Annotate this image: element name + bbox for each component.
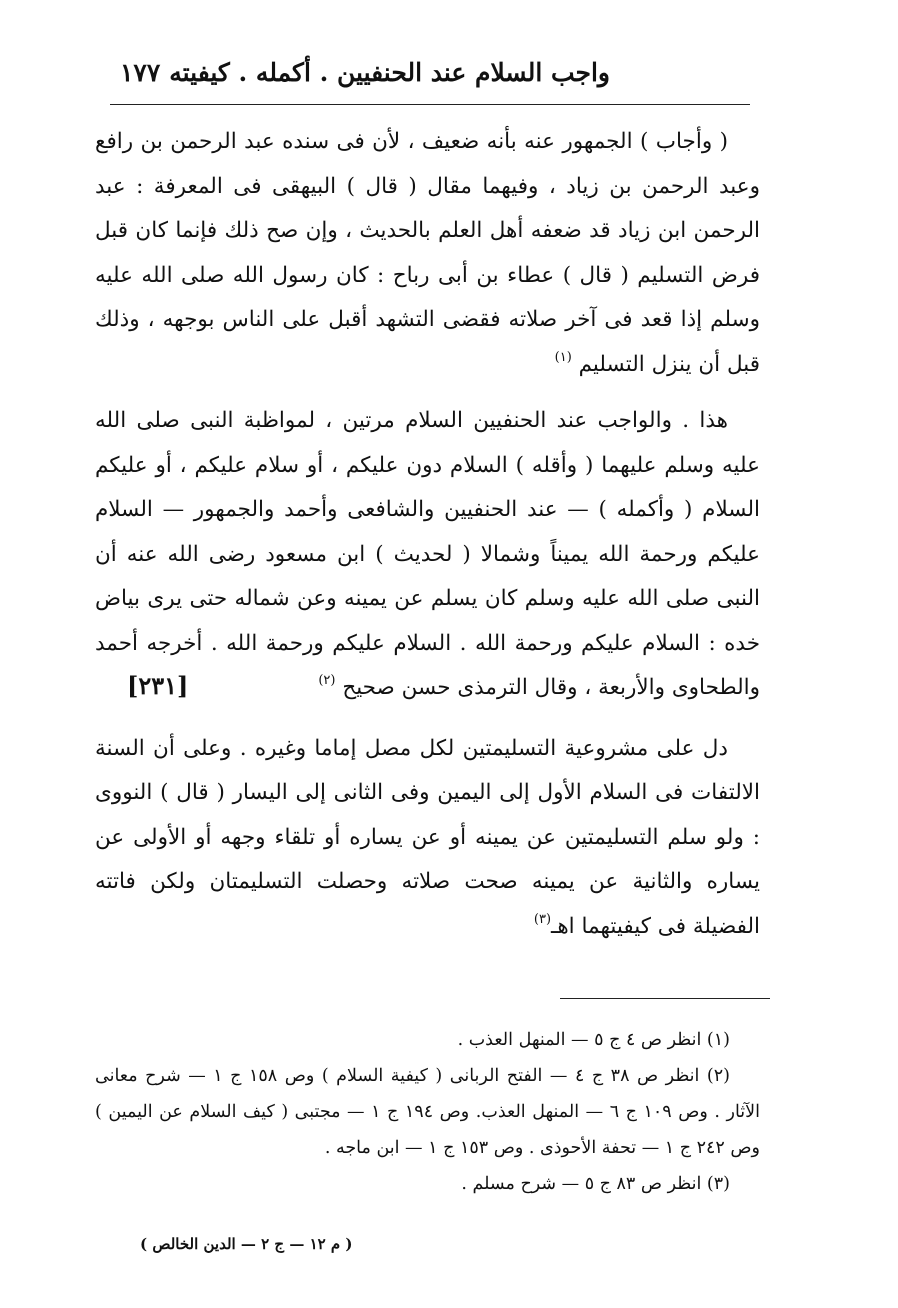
- footnotes: [95, 1022, 760, 1202]
- footnote-1: (١) انظر ص ٤ ج ٥ — المنهل العذب .: [457, 1030, 730, 1050]
- header-rule: [110, 104, 750, 105]
- footnote-marker-2: (٢): [318, 673, 336, 688]
- footnote-3: (٣) انظر ص ٨٣ ج ٥ — شرح مسلم .: [461, 1174, 730, 1194]
- paragraph-2: [95, 399, 760, 711]
- paragraph-3: [95, 727, 760, 950]
- paragraph-1: [95, 120, 760, 387]
- footnote-2: (٢) انظر ص ٣٨ ج ٤ — الفتح الربانى ( كيفية السلام ) وص ١٥٨ ج ١ — شرح معانى الآثار . وص ١٠٩ ج ٦ — المنهل العذب. وص ١٩٤ ج ١ — مجتبى ( كيف السلام عن اليمين ) وص ٢٤٢ ج ١ — تحفة الأحوذى . وص ١٥٣ ج ١ — ابن ماجه .: [95, 1066, 761, 1158]
- paragraph-2-text: هذا . والواجب عند الحنفيين السلام مرتين ، لمواظبة النبى صلى الله عليه وسلم عليهما ( وأقله ) السلام دون عليكم ، أو سلام عليكم ، أو عليكم السلام ( وأكمله ) — عند الحنفيين والشافعى وأحمد والجمهور — السلام عليكم ورحمة الله يميناً وشمالا ( لحديث ) ابن مسعود رضى الله عنه أن النبى صلى الله عليه وسلم كان يسلم عن يمينه وعن شماله حتى يرى بياض خده : السلام عليكم ورحمة الله . السلام عليكم ورحمة الله . أخرجه أحمد والطحاوى والأربعة ، وقال الترمذى حسن صحيح: [95, 408, 760, 700]
- signature-line: ( م ١٢ — ج ٢ — الدين الخالص ): [140, 1235, 353, 1253]
- footnote-marker-1: (١): [554, 349, 572, 365]
- footnote-marker-3: (٣): [533, 911, 552, 927]
- main-text: [95, 120, 760, 949]
- page-number: ١٧٧: [120, 58, 161, 87]
- page-header: [110, 52, 750, 102]
- footnote-rule: [560, 998, 770, 999]
- running-title: واجب السلام عند الحنفيين . أكمله . كيفيته: [169, 58, 610, 87]
- paragraph-3-text: دل على مشروعية التسليمتين لكل مصل إماما وغيره . وعلى أن السنة الالتفات فى السلام الأول إلى اليمين وفى الثانى إلى اليسار ( قال ) النووى : ولو سلم التسليمتين عن يمينه أو عن يساره أو تلقاء وجهه أو الأولى عن يساره والثانية عن يمينه صحت صلاته وحصلت التسليمتان ولكن فاتته الفضيلة فى كيفيتهما اهـ: [95, 735, 760, 939]
- paragraph-1-text: ( وأجاب ) الجمهور عنه بأنه ضعيف ، لأن فى سنده عبد الرحمن بن رافع وعبد الرحمن بن زياد ، وفيهما مقال ( قال ) البيهقى فى المعرفة : عبد الرحمن ابن زياد قد ضعفه أهل العلم بالحديث ، وإن صح ذلك فإنما كان قبل فرض التسليم ( قال ) عطاء بن أبى رباح : كان رسول الله صلى الله عليه وسلم إذا قعد فى آخر صلاته فقضى التشهد أقبل على الناس بوجهه ، وذلك قبل أن ينزل التسليم: [95, 129, 760, 377]
- hadith-number: [٢٣١]: [127, 671, 189, 700]
